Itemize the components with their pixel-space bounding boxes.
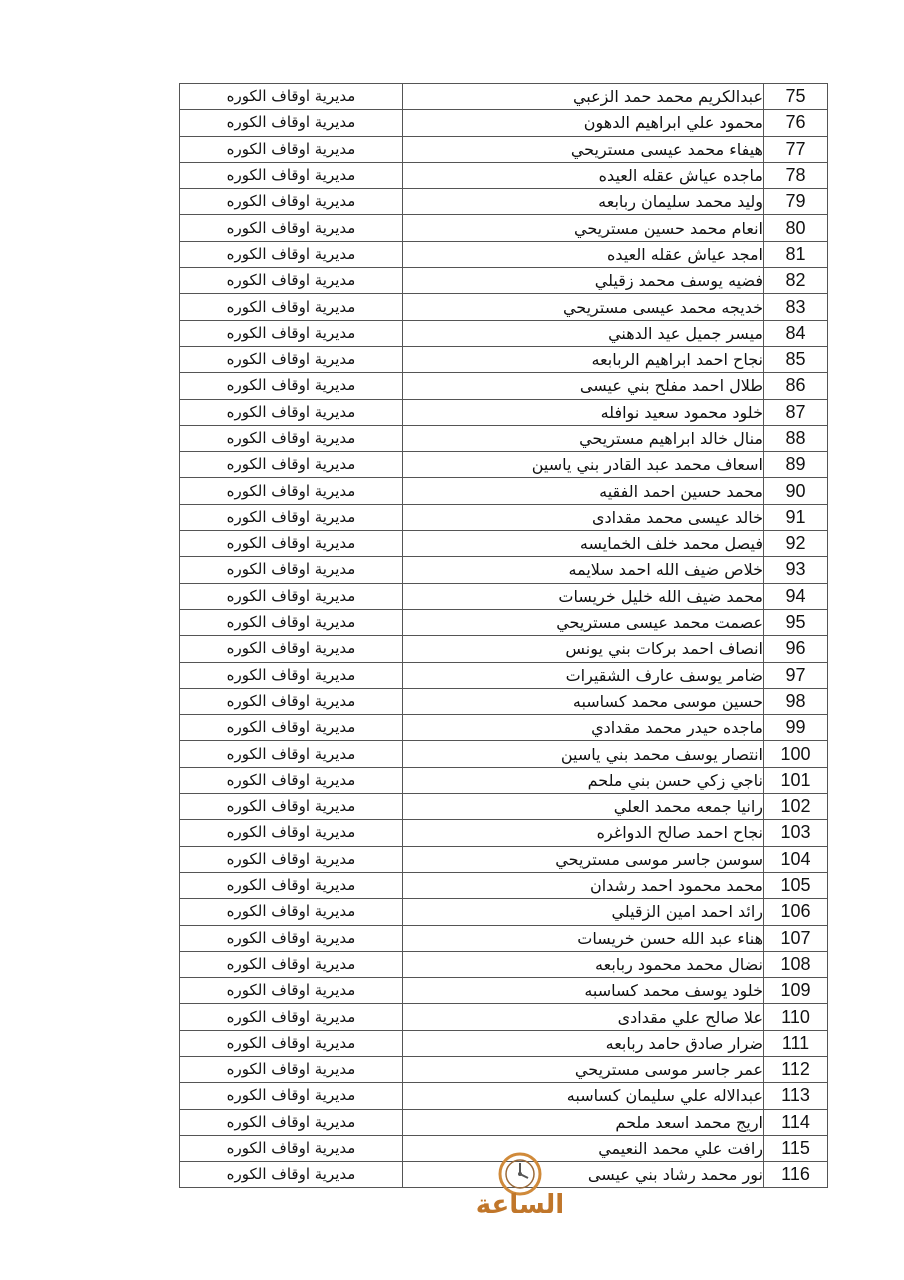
department-cell: مديرية اوقاف الكوره	[180, 978, 403, 1004]
department-cell: مديرية اوقاف الكوره	[180, 399, 403, 425]
table-row	[180, 794, 828, 820]
department-cell: مديرية اوقاف الكوره	[180, 452, 403, 478]
department-cell: مديرية اوقاف الكوره	[180, 899, 403, 925]
row-number-cell: 96	[764, 636, 828, 662]
row-number-cell: 97	[764, 662, 828, 688]
table-row	[180, 268, 828, 294]
department-cell: مديرية اوقاف الكوره	[180, 215, 403, 241]
name-cell: اريج محمد اسعد ملحم	[403, 1109, 764, 1135]
name-cell: خلاص ضيف الله احمد سلايمه	[403, 557, 764, 583]
department-cell: مديرية اوقاف الكوره	[180, 688, 403, 714]
department-cell: مديرية اوقاف الكوره	[180, 136, 403, 162]
name-cell: وليد محمد سليمان ربابعه	[403, 189, 764, 215]
name-cell: عبدالاله علي سليمان كساسبه	[403, 1083, 764, 1109]
department-cell: مديرية اوقاف الكوره	[180, 346, 403, 372]
table-row	[180, 320, 828, 346]
row-number-cell: 88	[764, 425, 828, 451]
department-cell: مديرية اوقاف الكوره	[180, 767, 403, 793]
table-row	[180, 452, 828, 478]
name-cell: هيفاء محمد عيسى مستريحي	[403, 136, 764, 162]
row-number-cell: 100	[764, 741, 828, 767]
department-cell: مديرية اوقاف الكوره	[180, 715, 403, 741]
name-cell: نجاح احمد صالح الدواغره	[403, 820, 764, 846]
logo-text: الساعة	[475, 1190, 565, 1220]
department-cell: مديرية اوقاف الكوره	[180, 1135, 403, 1161]
table-row	[180, 662, 828, 688]
row-number-cell: 104	[764, 846, 828, 872]
department-cell: مديرية اوقاف الكوره	[180, 741, 403, 767]
name-cell: نضال محمد محمود ربابعه	[403, 951, 764, 977]
table-row	[180, 478, 828, 504]
department-cell: مديرية اوقاف الكوره	[180, 820, 403, 846]
name-cell: رانيا جمعه محمد العلي	[403, 794, 764, 820]
name-cell: نجاح احمد ابراهيم الربابعه	[403, 346, 764, 372]
row-number-cell: 106	[764, 899, 828, 925]
row-number-cell: 110	[764, 1004, 828, 1030]
row-number-cell: 75	[764, 84, 828, 110]
row-number-cell: 113	[764, 1083, 828, 1109]
table-row	[180, 978, 828, 1004]
department-cell: مديرية اوقاف الكوره	[180, 557, 403, 583]
name-cell: عمر جاسر موسى مستريحي	[403, 1056, 764, 1082]
site-logo	[470, 1150, 570, 1222]
table-row	[180, 215, 828, 241]
name-cell: ضرار صادق حامد ربابعه	[403, 1030, 764, 1056]
row-number-cell: 89	[764, 452, 828, 478]
row-number-cell: 92	[764, 531, 828, 557]
name-cell: رائد احمد امين الزقيلي	[403, 899, 764, 925]
row-number-cell: 85	[764, 346, 828, 372]
department-cell: مديرية اوقاف الكوره	[180, 189, 403, 215]
department-cell: مديرية اوقاف الكوره	[180, 162, 403, 188]
row-number-cell: 84	[764, 320, 828, 346]
name-cell: ميسر جميل عيد الدهني	[403, 320, 764, 346]
row-number-cell: 90	[764, 478, 828, 504]
row-number-cell: 83	[764, 294, 828, 320]
department-cell: مديرية اوقاف الكوره	[180, 1109, 403, 1135]
name-cell: رافت علي محمد النعيمي	[403, 1135, 764, 1161]
department-cell: مديرية اوقاف الكوره	[180, 583, 403, 609]
table-row	[180, 399, 828, 425]
name-cell: انعام محمد حسين مستريحي	[403, 215, 764, 241]
row-number-cell: 109	[764, 978, 828, 1004]
table-row	[180, 1083, 828, 1109]
row-number-cell: 94	[764, 583, 828, 609]
name-cell: انصاف احمد بركات بني يونس	[403, 636, 764, 662]
table-row	[180, 925, 828, 951]
department-cell: مديرية اوقاف الكوره	[180, 294, 403, 320]
row-number-cell: 101	[764, 767, 828, 793]
name-cell: خلود محمود سعيد نوافله	[403, 399, 764, 425]
table-row	[180, 346, 828, 372]
row-number-cell: 98	[764, 688, 828, 714]
department-cell: مديرية اوقاف الكوره	[180, 662, 403, 688]
row-number-cell: 91	[764, 504, 828, 530]
row-number-cell: 112	[764, 1056, 828, 1082]
department-cell: مديرية اوقاف الكوره	[180, 636, 403, 662]
table-row	[180, 1109, 828, 1135]
name-cell: فيصل محمد خلف الخمايسه	[403, 531, 764, 557]
name-cell: انتصار يوسف محمد بني ياسين	[403, 741, 764, 767]
row-number-cell: 87	[764, 399, 828, 425]
table-row	[180, 741, 828, 767]
table-row	[180, 715, 828, 741]
department-cell: مديرية اوقاف الكوره	[180, 609, 403, 635]
department-cell: مديرية اوقاف الكوره	[180, 110, 403, 136]
row-number-cell: 105	[764, 872, 828, 898]
table-row	[180, 241, 828, 267]
table-row	[180, 294, 828, 320]
name-cell: حسين موسى محمد كساسبه	[403, 688, 764, 714]
row-number-cell: 76	[764, 110, 828, 136]
row-number-cell: 102	[764, 794, 828, 820]
table-row	[180, 872, 828, 898]
department-cell: مديرية اوقاف الكوره	[180, 846, 403, 872]
department-cell: مديرية اوقاف الكوره	[180, 1083, 403, 1109]
name-cell: خديجه محمد عيسى مستريحي	[403, 294, 764, 320]
department-cell: مديرية اوقاف الكوره	[180, 1004, 403, 1030]
row-number-cell: 78	[764, 162, 828, 188]
name-cell: عبدالكريم محمد حمد الزعبي	[403, 84, 764, 110]
row-number-cell: 95	[764, 609, 828, 635]
row-number-cell: 114	[764, 1109, 828, 1135]
department-cell: مديرية اوقاف الكوره	[180, 478, 403, 504]
department-cell: مديرية اوقاف الكوره	[180, 951, 403, 977]
roster-table	[179, 83, 828, 1188]
name-cell: خالد عيسى محمد مقدادى	[403, 504, 764, 530]
name-cell: عصمت محمد عيسى مستريحي	[403, 609, 764, 635]
name-cell: امجد عياش عقله العيده	[403, 241, 764, 267]
row-number-cell: 108	[764, 951, 828, 977]
table-row	[180, 609, 828, 635]
table-row	[180, 688, 828, 714]
row-number-cell: 115	[764, 1135, 828, 1161]
name-cell: علا صالح علي مقدادى	[403, 1004, 764, 1030]
department-cell: مديرية اوقاف الكوره	[180, 872, 403, 898]
roster-table-body	[180, 84, 828, 1188]
department-cell: مديرية اوقاف الكوره	[180, 1162, 403, 1188]
name-cell: فضيه يوسف محمد زقيلي	[403, 268, 764, 294]
department-cell: مديرية اوقاف الكوره	[180, 373, 403, 399]
department-cell: مديرية اوقاف الكوره	[180, 504, 403, 530]
row-number-cell: 77	[764, 136, 828, 162]
table-row	[180, 899, 828, 925]
table-row	[180, 531, 828, 557]
name-cell: ماجده عياش عقله العيده	[403, 162, 764, 188]
name-cell: اسعاف محمد عبد القادر بني ياسين	[403, 452, 764, 478]
table-row	[180, 846, 828, 872]
department-cell: مديرية اوقاف الكوره	[180, 794, 403, 820]
row-number-cell: 107	[764, 925, 828, 951]
name-cell: محمود علي ابراهيم الدهون	[403, 110, 764, 136]
department-cell: مديرية اوقاف الكوره	[180, 1030, 403, 1056]
table-row	[180, 504, 828, 530]
name-cell: ضامر يوسف عارف الشقيرات	[403, 662, 764, 688]
department-cell: مديرية اوقاف الكوره	[180, 531, 403, 557]
department-cell: مديرية اوقاف الكوره	[180, 925, 403, 951]
table-row	[180, 557, 828, 583]
name-cell: ناجي زكي حسن بني ملحم	[403, 767, 764, 793]
name-cell: محمد حسين احمد الفقيه	[403, 478, 764, 504]
row-number-cell: 81	[764, 241, 828, 267]
name-cell: طلال احمد مفلح بني عيسى	[403, 373, 764, 399]
table-row	[180, 1004, 828, 1030]
table-row	[180, 84, 828, 110]
name-cell: منال خالد ابراهيم مستريحي	[403, 425, 764, 451]
table-row	[180, 425, 828, 451]
row-number-cell: 99	[764, 715, 828, 741]
row-number-cell: 86	[764, 373, 828, 399]
table-row	[180, 1030, 828, 1056]
table-row	[180, 583, 828, 609]
department-cell: مديرية اوقاف الكوره	[180, 241, 403, 267]
name-cell: نور محمد رشاد بني عيسى	[403, 1162, 764, 1188]
table-row	[180, 951, 828, 977]
table-row	[180, 1056, 828, 1082]
department-cell: مديرية اوقاف الكوره	[180, 268, 403, 294]
row-number-cell: 103	[764, 820, 828, 846]
name-cell: محمد محمود احمد رشدان	[403, 872, 764, 898]
table-row	[180, 636, 828, 662]
name-cell: محمد ضيف الله خليل خريسات	[403, 583, 764, 609]
row-number-cell: 82	[764, 268, 828, 294]
department-cell: مديرية اوقاف الكوره	[180, 425, 403, 451]
row-number-cell: 111	[764, 1030, 828, 1056]
table-row	[180, 136, 828, 162]
row-number-cell: 79	[764, 189, 828, 215]
table-row	[180, 767, 828, 793]
name-cell: سوسن جاسر موسى مستريحي	[403, 846, 764, 872]
row-number-cell: 80	[764, 215, 828, 241]
department-cell: مديرية اوقاف الكوره	[180, 84, 403, 110]
name-cell: خلود يوسف محمد كساسبه	[403, 978, 764, 1004]
table-row	[180, 820, 828, 846]
name-cell: ماجده حيدر محمد مقدادي	[403, 715, 764, 741]
table-row	[180, 189, 828, 215]
table-row	[180, 373, 828, 399]
table-row	[180, 110, 828, 136]
table-row	[180, 162, 828, 188]
department-cell: مديرية اوقاف الكوره	[180, 320, 403, 346]
department-cell: مديرية اوقاف الكوره	[180, 1056, 403, 1082]
name-cell: هناء عبد الله حسن خريسات	[403, 925, 764, 951]
row-number-cell: 93	[764, 557, 828, 583]
row-number-cell: 116	[764, 1162, 828, 1188]
